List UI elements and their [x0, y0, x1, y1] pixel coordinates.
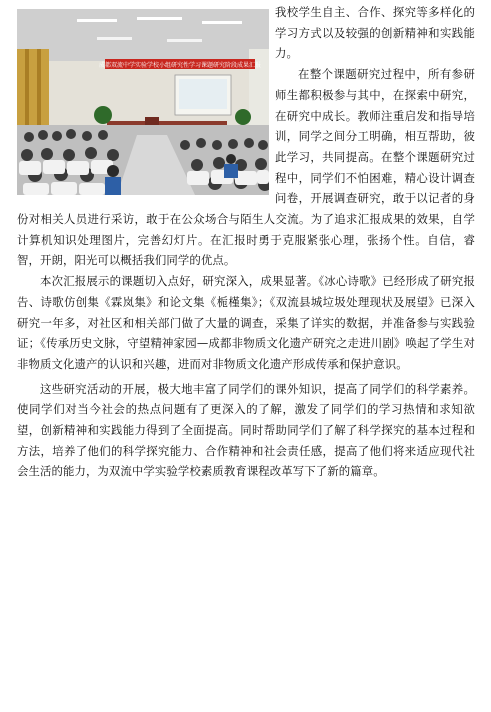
paragraph-2: 在整个课题研究过程中，所有参研师生都积极参与其中，在探索中研究，在研究中成长。教师注重启发和指导培训，同学之间分工明确，相互帮助，彼此学习，共同提高。在整个课题研究过程中，同学们不怕困难，精心设计调查问卷，开展调查研究，敢于以记者的身份对相关人员进行采访，敢于在公众场合与陌生人交流。为了追求汇报成果的效果，自学计算机知识处理图片，完善幻灯片。在汇报时勇于克服紧张心理，张扬个性。自信，睿智，开朗，阳光可以概括我们同学的优点。	[17, 67, 475, 268]
photo-spacer	[17, 2, 275, 207]
article-body	[17, 2, 475, 482]
paragraph-3: 本次汇报展示的课题切入点好，研究深入，成果显著。《冰心诗歌》已经形成了研究报告、诗歌仿创集《霖岚集》和论文集《栀槿集》；《双流县城垃圾处理现状及展望》已深入研究一年多，对社区和相关部门做了大量的调查，采集了详实的数据，并准备参与实践验证；《传承历史文脉，守望精神家园—成都非物质文化遗产研究之走进川剧》唤起了学生对非物质文化遗产的认识和兴趣，进而对非物质文化遗产形成传承和保护意识。	[17, 274, 475, 371]
paragraph-1: 我校学生自主、合作、探究等多样化的学习方式以及较强的创新精神和实践能力。	[275, 5, 475, 61]
paragraph-4: 这些研究活动的开展，极大地丰富了同学们的课外知识，提高了同学们的科学素养。使同学们对当今社会的热点问题有了更深入的了解，激发了同学们的学习热情和求知欲望，创新精神和实践能力得到了全面提高。同时帮助同学们了解了科学探究的基本过程和方法，培养了他们的科学探究能力、合作精神和社会责任感，提高了他们将来适应现代社会生活的能力，为双流中学实验学校素质教育课程改革写下了新的篇章。	[17, 381, 475, 479]
banner-text: 成都双流中学实验学校小组研究性学习课题研究阶段成果汇报	[98, 62, 262, 69]
